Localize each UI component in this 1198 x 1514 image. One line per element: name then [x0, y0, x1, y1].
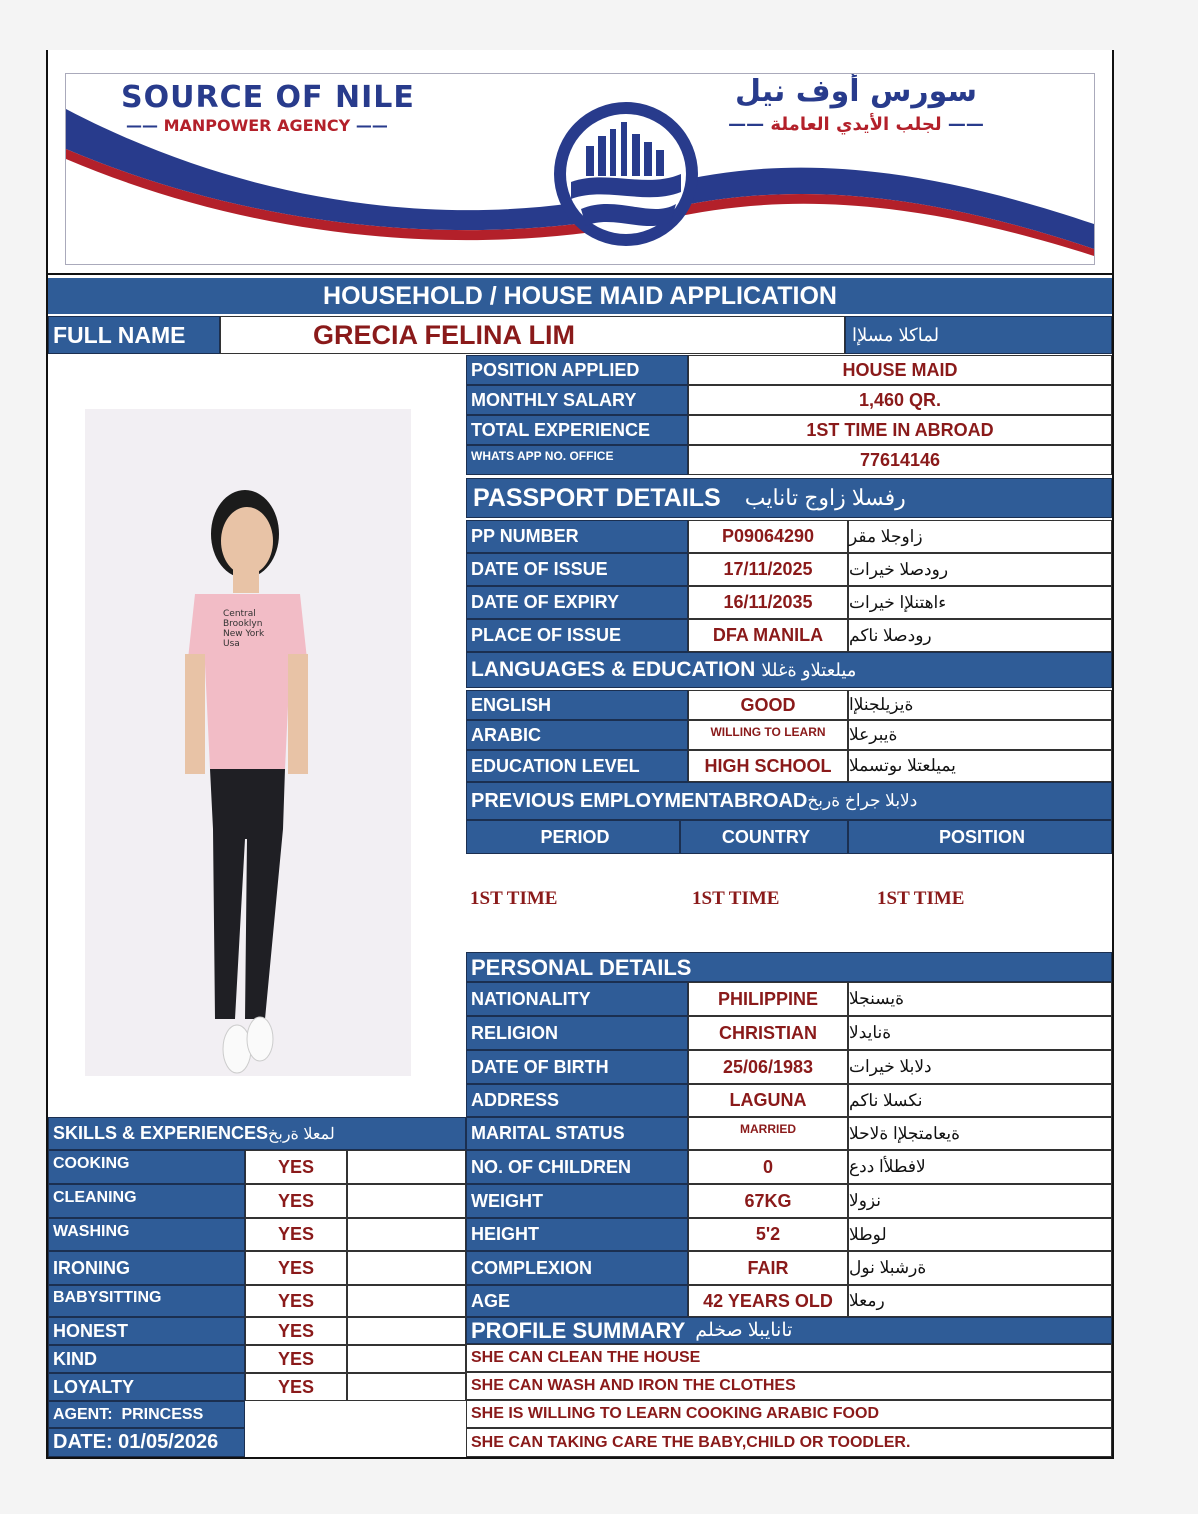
personal-label-dob: DATE OF BIRTH [466, 1050, 688, 1084]
skill-label-honest: HONEST [48, 1317, 245, 1345]
skill-value-honest: YES [245, 1317, 347, 1345]
lang-label-english: ENGLISH [466, 690, 688, 720]
form-title: HOUSEHOLD / HOUSE MAID APPLICATION [48, 278, 1112, 314]
skill-value-cooking: YES [245, 1150, 347, 1184]
profile-line-4: SHE CAN TAKING CARE THE BABY,CHILD OR TOODLER. [466, 1428, 1112, 1457]
personal-value-religion: CHRISTIAN [688, 1016, 848, 1050]
skill-value-babysitting: YES [245, 1285, 347, 1317]
full-name-value: GRECIA FELINA LIM [220, 316, 845, 354]
personal-section-header: PERSONAL DETAILS [466, 952, 1112, 982]
personal-label-marital: MARITAL STATUS [466, 1117, 688, 1150]
passport-title-arabic: رفسلا زاوج تانايب [744, 485, 906, 510]
personal-label-age: AGE [466, 1285, 688, 1317]
skill-blank-ironing [347, 1251, 466, 1285]
personal-arabic-weight: نزولا [848, 1184, 1112, 1218]
profile-title-arabic: تانايبلا صخلم [695, 1320, 793, 1341]
logo-ar-title: سورس أوف نيل [735, 74, 977, 109]
date-label: DATE: 01/05/2026 [48, 1428, 245, 1457]
logo-ar-subtitle: —— لجلب الأيدي العاملة —— [728, 114, 984, 135]
languages-section-header [466, 652, 1112, 688]
personal-value-marital: MARRIED [688, 1117, 848, 1150]
job-value-position: HOUSE MAID [688, 355, 1112, 385]
personal-label-children: NO. OF CHILDREN [466, 1150, 688, 1184]
skill-label-babysitting: BABYSITTING [48, 1285, 245, 1317]
shirt-print-text: Central Brooklyn New York Usa [223, 609, 265, 649]
skill-label-cleaning: CLEANING [48, 1184, 245, 1218]
skill-blank-loyalty [347, 1373, 466, 1401]
passport-arabic-issue: رودصلا خيرات [848, 553, 1112, 586]
full-name-arabic: لماكلا مسلإا [845, 316, 1112, 354]
skill-label-loyalty: LOYALTY [48, 1373, 245, 1401]
employment-value-country: 1ST TIME [692, 888, 780, 909]
person-figure-graphic [85, 409, 411, 1076]
personal-value-weight: 67KG [688, 1184, 848, 1218]
skill-value-washing: YES [245, 1218, 347, 1251]
lang-value-arabic: WILLING TO LEARN [688, 720, 848, 750]
skill-value-cleaning: YES [245, 1184, 347, 1218]
personal-arabic-children: لافطلأا ددع [848, 1150, 1112, 1184]
personal-value-age: 42 YEARS OLD [688, 1285, 848, 1317]
agent-blank-cell [245, 1401, 466, 1457]
personal-arabic-address: نكسلا ناكم [848, 1084, 1112, 1117]
job-value-salary: 1,460 QR. [688, 385, 1112, 415]
skill-value-loyalty: YES [245, 1373, 347, 1401]
lang-label-arabic: ARABIC [466, 720, 688, 750]
passport-label-place: PLACE OF ISSUE [466, 619, 688, 652]
personal-value-address: LAGUNA [688, 1084, 848, 1117]
profile-line-2: SHE CAN WASH AND IRON THE CLOTHES [466, 1372, 1112, 1400]
lang-value-english: GOOD [688, 690, 848, 720]
profile-line-1: SHE CAN CLEAN THE HOUSE [466, 1344, 1112, 1372]
logo-en-subtitle: —— MANPOWER AGENCY —— [126, 116, 388, 135]
profile-section-header [466, 1317, 1112, 1344]
personal-arabic-marital: ةيعامتجلإا ةلاحلا [848, 1117, 1112, 1150]
passport-value-issue: 17/11/2025 [688, 553, 848, 586]
logo-en-sub-text: MANPOWER AGENCY [163, 116, 351, 135]
languages-title-arabic: ميلعتلاو ةغللا [761, 659, 857, 680]
personal-arabic-nationality: ةيسنجلا [848, 982, 1112, 1016]
passport-value-place: DFA MANILA [688, 619, 848, 652]
skills-section-header [48, 1117, 466, 1150]
skills-title-arabic: لمعلا ةربخ [268, 1125, 335, 1143]
employment-header-position: POSITION [848, 820, 1112, 854]
divider [48, 273, 1112, 275]
lang-value-education: HIGH SCHOOL [688, 750, 848, 782]
passport-arabic-number: زاوجلا مقر [848, 520, 1112, 553]
lang-label-education: EDUCATION LEVEL [466, 750, 688, 782]
languages-title: LANGUAGES & EDUCATION [471, 658, 756, 681]
job-label-position: POSITION APPLIED [466, 355, 688, 385]
personal-value-dob: 25/06/1983 [688, 1050, 848, 1084]
passport-value-expiry: 16/11/2035 [688, 586, 848, 619]
employment-value-position: 1ST TIME [877, 888, 965, 909]
profile-title: PROFILE SUMMARY [471, 1317, 686, 1343]
candidate-photo [85, 409, 411, 1076]
logo-en-title: SOURCE OF NILE [121, 80, 415, 115]
skill-label-ironing: IRONING [48, 1251, 245, 1285]
employment-title-arabic: دلابلا جراخ ةربخ [807, 791, 918, 810]
passport-value-number: P09064290 [688, 520, 848, 553]
passport-label-issue: DATE OF ISSUE [466, 553, 688, 586]
full-name-label: FULL NAME [48, 316, 220, 354]
personal-arabic-height: لوطلا [848, 1218, 1112, 1251]
logo-banner [65, 73, 1095, 265]
personal-value-nationality: PHILIPPINE [688, 982, 848, 1016]
skill-blank-washing [347, 1218, 466, 1251]
personal-arabic-dob: دلابلا خيرات [848, 1050, 1112, 1084]
skill-blank-honest [347, 1317, 466, 1345]
skills-title: SKILLS & EXPERIENCES [53, 1123, 269, 1143]
skill-blank-cooking [347, 1150, 466, 1184]
passport-section-header [466, 478, 1112, 518]
passport-label-number: PP NUMBER [466, 520, 688, 553]
personal-arabic-complexion: ةرشبلا نول [848, 1251, 1112, 1285]
passport-title: PASSPORT DETAILS [473, 483, 721, 512]
job-label-experience: TOTAL EXPERIENCE [466, 415, 688, 445]
skill-label-washing: WASHING [48, 1218, 245, 1251]
passport-arabic-place: رودصلا ناكم [848, 619, 1112, 652]
employment-header-period: PERIOD [466, 820, 680, 854]
logo-ar-sub-text: لجلب الأيدي العاملة [770, 114, 942, 135]
personal-label-weight: WEIGHT [466, 1184, 688, 1218]
skill-blank-babysitting [347, 1285, 466, 1317]
employment-value-period: 1ST TIME [470, 888, 558, 909]
application-sheet [46, 50, 1114, 1459]
job-value-experience: 1ST TIME IN ABROAD [688, 415, 1112, 445]
employment-title: PREVIOUS EMPLOYMENTABROAD [471, 789, 808, 812]
employment-section-header [466, 782, 1112, 820]
personal-value-complexion: FAIR [688, 1251, 848, 1285]
profile-line-3: SHE IS WILLING TO LEARN COOKING ARABIC FOOD [466, 1400, 1112, 1428]
personal-arabic-age: رمعلا [848, 1285, 1112, 1317]
job-label-salary: MONTHLY SALARY [466, 385, 688, 415]
personal-label-address: ADDRESS [466, 1084, 688, 1117]
personal-value-children: 0 [688, 1150, 848, 1184]
skill-value-kind: YES [245, 1345, 347, 1373]
personal-label-complexion: COMPLEXION [466, 1251, 688, 1285]
skill-blank-kind [347, 1345, 466, 1373]
personal-value-height: 5'2 [688, 1218, 848, 1251]
skill-blank-cleaning [347, 1184, 466, 1218]
employment-header-country: COUNTRY [680, 820, 848, 854]
lang-arabic-education: يميلعتلا ىوتسملا [848, 750, 1112, 782]
passport-arabic-expiry: ءاهتنلإا خيرات [848, 586, 1112, 619]
job-value-whatsapp: 77614146 [688, 445, 1112, 475]
personal-label-height: HEIGHT [466, 1218, 688, 1251]
lang-arabic-arabic: ةيبرعلا [848, 720, 1112, 750]
skill-label-cooking: COOKING [48, 1150, 245, 1184]
personal-arabic-religion: ةنايدلا [848, 1016, 1112, 1050]
lang-arabic-english: ةيزيلجنلإا [848, 690, 1112, 720]
job-label-whatsapp: WHATS APP NO. OFFICE [466, 445, 688, 475]
personal-label-nationality: NATIONALITY [466, 982, 688, 1016]
skill-label-kind: KIND [48, 1345, 245, 1373]
passport-label-expiry: DATE OF EXPIRY [466, 586, 688, 619]
personal-label-religion: RELIGION [466, 1016, 688, 1050]
agent-label: AGENT: PRINCESS [48, 1401, 245, 1428]
skill-value-ironing: YES [245, 1251, 347, 1285]
